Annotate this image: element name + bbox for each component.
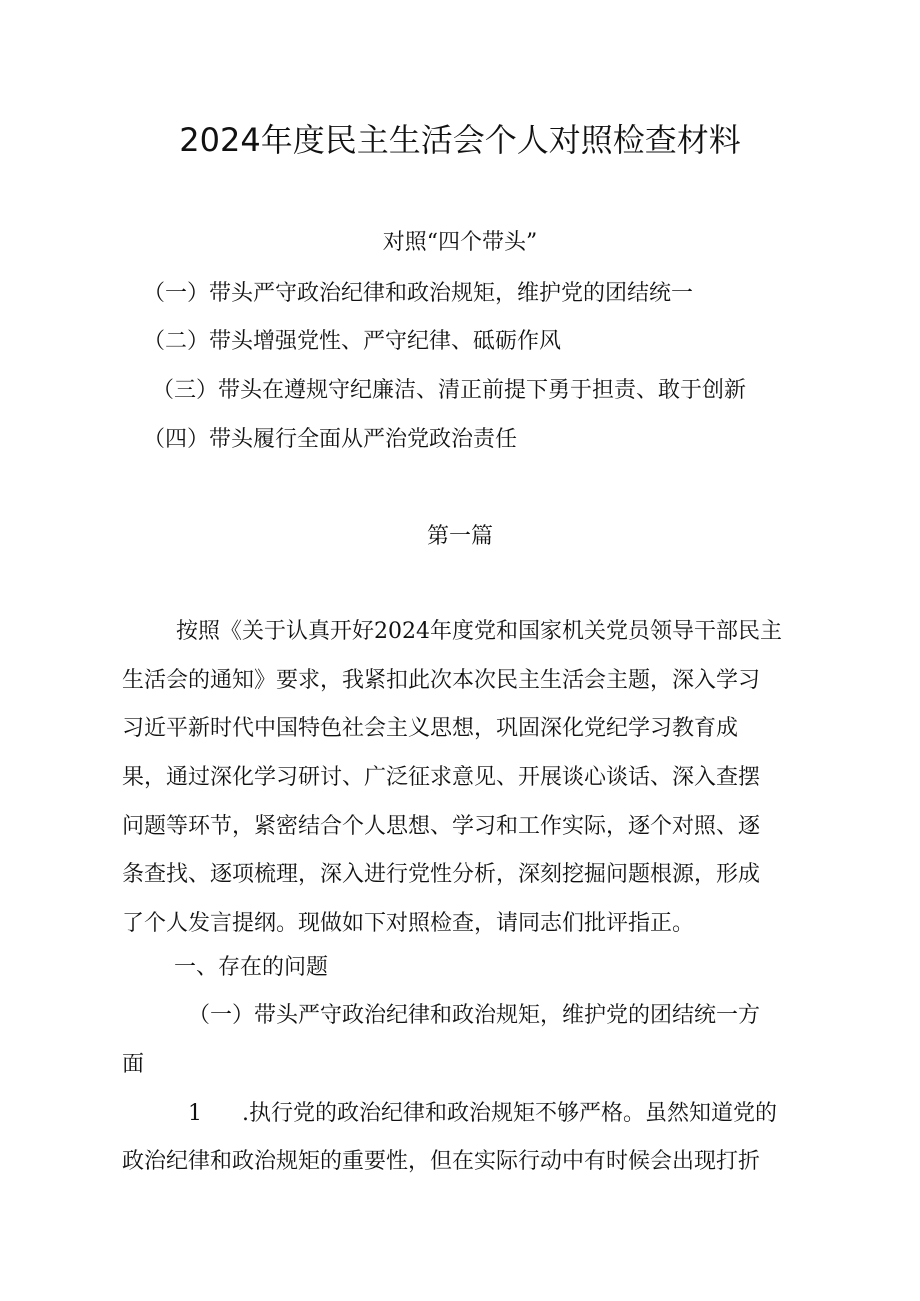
intro-line: 生活会的通知》要求，我紧扣此次本次民主生活会主题，深入学习: [122, 667, 761, 693]
intro-line: 按照《关于认真开好2024年度党和国家机关党员领导干部民主: [176, 619, 782, 644]
intro-line: 果，通过深化学习研讨、广泛征求意见、开展谈心谈话、深入查摆: [122, 765, 761, 791]
item-1: （一）带头严守政治纪律和政治规矩，维护党的团结统一: [143, 281, 694, 306]
intro-line: 条查找、逐项梳理，深入进行党性分析，深刻挖掘问题根源，形成: [122, 862, 761, 888]
intro-line: 了个人发言提纲。现做如下对照检查，请同志们批评指正。: [122, 911, 695, 937]
intro-line: 问题等环节，紧密结合个人思想、学习和工作实际，逐个对照、逐: [122, 813, 761, 839]
point-1-line-1: .执行党的政治纪律和政治规矩不够严格。虽然知道党的: [242, 1101, 777, 1126]
document-title: 2024年度民主生活会个人对照检查材料: [179, 121, 741, 159]
point-1-line-2: 政治纪律和政治规矩的重要性，但在实际行动中有时候会出现打折: [122, 1149, 761, 1174]
subtitle: 对照“四个带头”: [382, 230, 538, 255]
item-3: （三）带头在遵规守纪廉洁、清正前提下勇于担责、敢于创新: [152, 378, 747, 403]
section-label: 第一篇: [426, 524, 493, 549]
intro-paragraph: [122, 608, 802, 949]
section-heading-1: 一、存在的问题: [174, 955, 329, 980]
item-4: （四）带头履行全面从严治党政治责任: [143, 427, 518, 452]
intro-line: 习近平新时代中国特色社会主义思想，巩固深化党纪学习教育成: [122, 716, 739, 742]
subheading-line-2: 面: [122, 1052, 145, 1077]
subheading-line-1: （一）带头严守政治纪律和政治规矩，维护党的团结统一方: [188, 1003, 761, 1028]
point-1-number: 1: [188, 1101, 202, 1126]
item-2: （二）带头增强党性、严守纪律、砥砺作风: [143, 329, 562, 354]
